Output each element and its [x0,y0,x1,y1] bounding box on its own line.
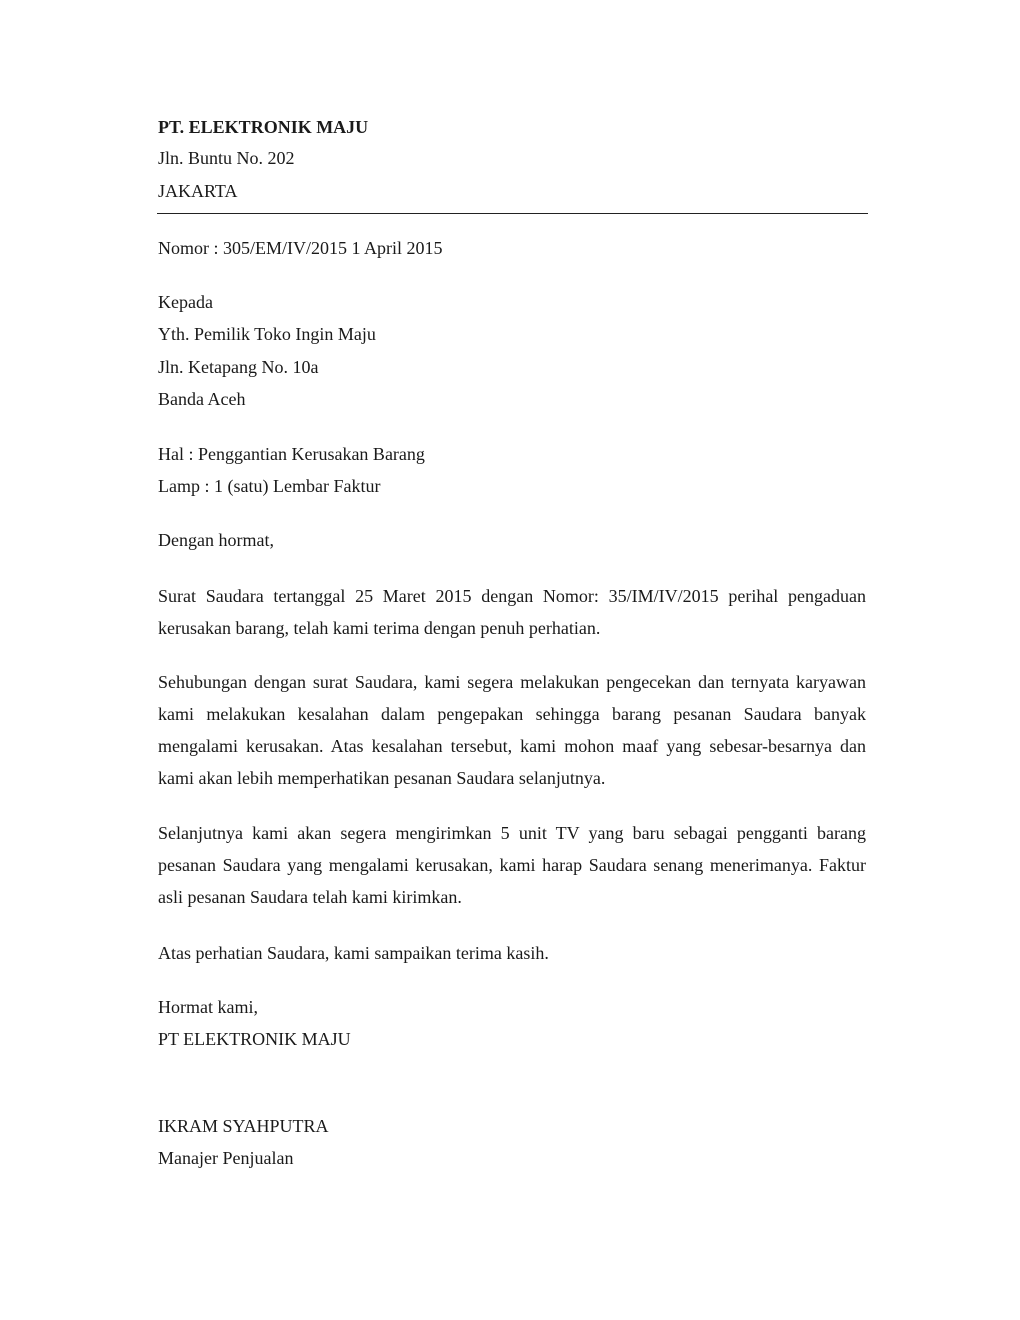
recipient-kepada: Kepada [158,292,213,312]
closing-regards: Hormat kami, [158,997,258,1017]
body-paragraph-2: Sehubungan dengan surat Saudara, kami segera melakukan pengecekan dan ternyata karyawan kami melakukan kesalahan dalam pengepakan sehingga barang pesanan Saudara banyak mengalami kerusakan. Atas kesalahan tersebut, kami mohon maaf yang sebesar-besarnya dan kami akan lebih memperhatikan pesanan Saudara selanjutnya. [158,672,866,788]
letterhead-company: PT. ELEKTRONIK MAJU [158,117,369,137]
recipient-address: Jln. Ketapang No. 10a [158,357,319,377]
recipient-name: Yth. Pemilik Toko Ingin Maju [158,324,376,344]
letter-number-date: Nomor : 305/EM/IV/2015 1 April 2015 [158,238,443,258]
signer-title: Manajer Penjualan [158,1148,294,1168]
body-paragraph-4: Atas perhatian Saudara, kami sampaikan terima kasih. [158,943,549,963]
signer-name: IKRAM SYAHPUTRA [158,1116,329,1136]
recipient-city: Banda Aceh [158,389,246,409]
body-paragraph-1: Surat Saudara tertanggal 25 Maret 2015 dengan Nomor: 35/IM/IV/2015 perihal pengaduan kerusakan barang, telah kami terima dengan penuh perhatian. [158,586,866,638]
closing-company: PT ELEKTRONIK MAJU [158,1029,351,1049]
salutation: Dengan hormat, [158,530,274,550]
subject-hal: Hal : Penggantian Kerusakan Barang [158,444,425,464]
subject-lamp: Lamp : 1 (satu) Lembar Faktur [158,476,381,496]
body-paragraph-3: Selanjutnya kami akan segera mengirimkan 5 unit TV yang baru sebagai pengganti barang pesanan Saudara yang mengalami kerusakan, kami harap Saudara senang menerimanya. Faktur asli pesanan Saudara telah kami kirimkan. [158,823,866,907]
letterhead-divider [157,213,868,214]
letterhead-city: JAKARTA [158,181,238,201]
letterhead-address: Jln. Buntu No. 202 [158,148,295,168]
